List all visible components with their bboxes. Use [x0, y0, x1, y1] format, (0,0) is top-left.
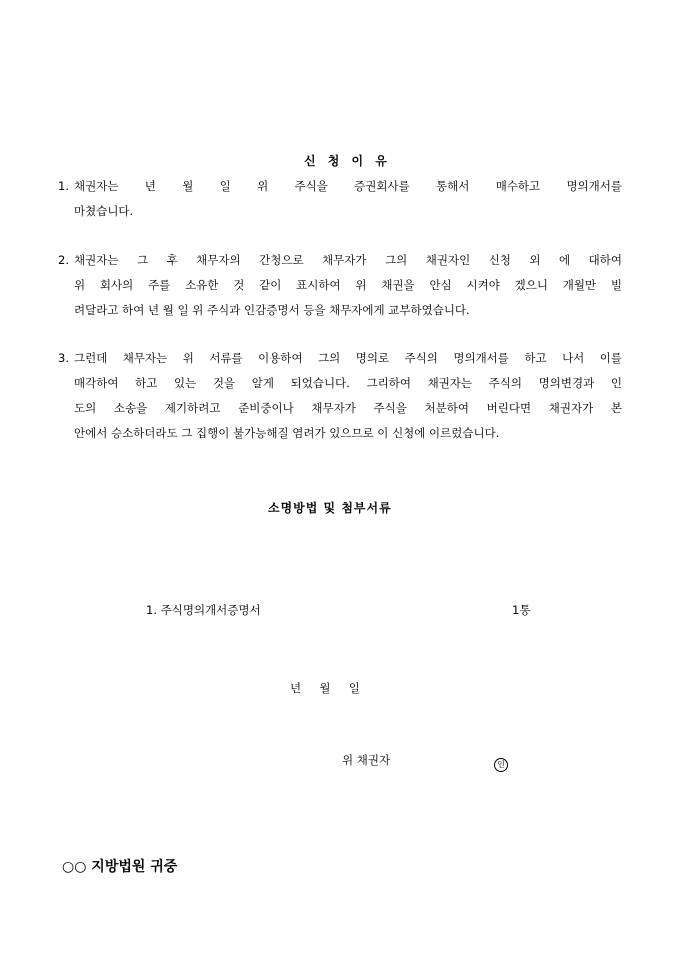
date-line: 년 월 일	[290, 681, 360, 695]
paragraph-line: 마쳤습니다.	[74, 204, 134, 218]
paragraph-line: 안에서 승소하더라도 그 집행이 불가능해질 염려가 있으므로 이 신청에 이르렀습니다.	[74, 426, 500, 440]
paragraph-number: 3.	[58, 351, 69, 365]
paragraph-number: 2.	[58, 253, 69, 267]
reason-title: 신 청 이 유	[304, 154, 391, 168]
paragraph-line: 매각하여 하고 있는 것을 알게 되었습니다. 그리하여 채권자는 주식의 명의변경과 인	[74, 376, 622, 390]
paragraph-line: 그런데 채무자는 위 서류를 이용하여 그의 명의로 주식의 명의개서를 하고 나서 이를	[74, 351, 622, 365]
court-addressee: ○○ 지방법원 귀중	[62, 859, 178, 875]
paragraph-number: 1.	[58, 179, 69, 193]
attachment-item-count: 1통	[512, 603, 531, 617]
paragraph-line: 채권자는 년 월 일 위 주식을 증권회사를 통해서 매수하고 명의개서를	[74, 179, 622, 193]
seal-icon: 인	[494, 758, 508, 772]
signature-label: 위 채권자	[342, 753, 391, 767]
paragraph-line: 도의 소송을 제기하려고 준비중이나 채무자가 주식을 처분하여 버린다면 채권자가 본	[74, 401, 622, 415]
seal-mark	[494, 752, 508, 772]
paragraph-line: 위 회사의 주를 소유한 것 같이 표시하여 위 채권을 안심 시켜야 겠으니 개월만 빌	[74, 278, 622, 292]
evidence-heading: 소명방법 및 첨부서류	[268, 501, 392, 515]
paragraph-line: 채권자는 그 후 채무자의 간청으로 채무자가 그의 채권자인 신청 외 에 대하여	[74, 253, 622, 267]
paragraph-2	[58, 248, 622, 323]
paragraph-line: 려달라고 하여 년 월 일 위 주식과 인감증명서 등을 채무자에게 교부하였습니다.	[74, 303, 470, 317]
paragraph-3	[58, 346, 622, 446]
attachment-item-label: 1. 주식명의개서증명서	[146, 603, 261, 617]
paragraph-1	[58, 174, 622, 224]
